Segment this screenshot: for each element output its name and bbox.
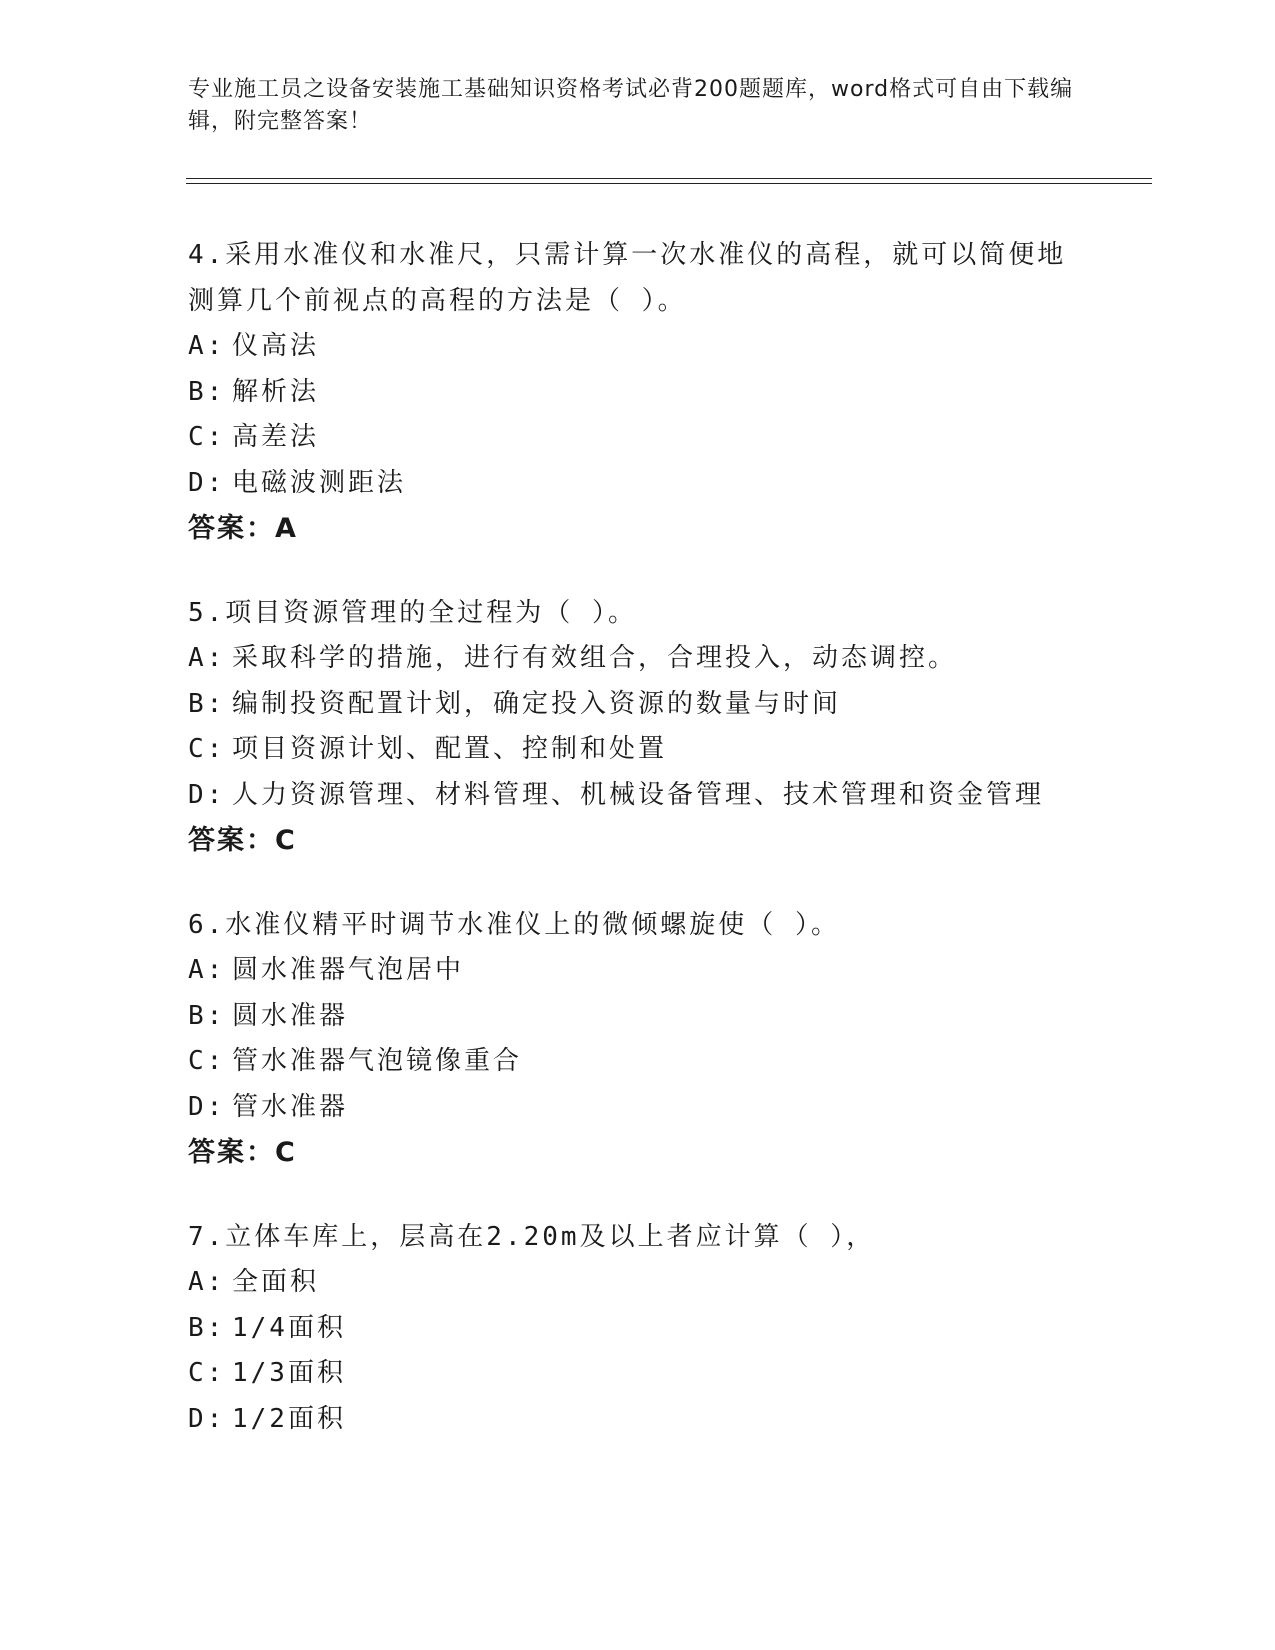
question-text: 5.项目资源管理的全过程为（ ）。 bbox=[188, 598, 637, 628]
option-key: C: bbox=[188, 422, 226, 452]
option-d bbox=[188, 1397, 1188, 1443]
option-text: 1/3面积 bbox=[232, 1358, 346, 1388]
option-key: C: bbox=[188, 734, 226, 764]
option-b bbox=[188, 682, 1188, 728]
option-text: 项目资源计划、配置、控制和处置 bbox=[232, 734, 668, 764]
option-d bbox=[188, 461, 1188, 507]
option-a bbox=[188, 1260, 1188, 1306]
option-key: B: bbox=[188, 1000, 226, 1031]
option-b bbox=[188, 370, 1188, 416]
question-7 bbox=[188, 1214, 1188, 1442]
answer-line: 答案：C bbox=[188, 825, 297, 856]
option-text: 解析法 bbox=[232, 376, 320, 407]
option-text: 仪高法 bbox=[232, 331, 320, 361]
question-4 bbox=[188, 232, 1188, 552]
option-c bbox=[188, 1351, 1188, 1397]
answer-line: 答案：A bbox=[188, 513, 298, 544]
option-b bbox=[188, 1306, 1188, 1352]
option-text: 编制投资配置计划，确定投入资源的数量与时间 bbox=[232, 688, 842, 719]
option-key: A: bbox=[188, 643, 226, 673]
option-c bbox=[188, 1039, 1188, 1085]
option-key: D: bbox=[188, 1091, 226, 1122]
question-text: 4.采用水准仪和水准尺，只需计算一次水准仪的高程，就可以简便地测算几个前视点的高程的方法是（ ）。 bbox=[188, 240, 1067, 316]
option-c bbox=[188, 415, 1188, 461]
option-text: 全面积 bbox=[232, 1267, 320, 1297]
option-key: D: bbox=[188, 467, 226, 498]
option-text: 高差法 bbox=[232, 422, 320, 452]
option-text: 电磁波测距法 bbox=[232, 467, 407, 498]
question-6 bbox=[188, 902, 1188, 1176]
option-key: A: bbox=[188, 331, 226, 361]
question-text: 6.水准仪精平时调节水准仪上的微倾螺旋使（ ）。 bbox=[188, 910, 840, 940]
document-header: 专业施工员之设备安装施工基础知识资格考试必背200题题库，word格式可自由下载编辑，附完整答案！ bbox=[188, 77, 1074, 134]
option-text: 圆水准器气泡居中 bbox=[232, 955, 465, 985]
option-key: A: bbox=[188, 1267, 226, 1297]
option-text: 1/2面积 bbox=[232, 1403, 346, 1434]
option-text: 人力资源管理、材料管理、机械设备管理、技术管理和资金管理 bbox=[232, 779, 1045, 810]
option-d bbox=[188, 1085, 1188, 1131]
option-a bbox=[188, 324, 1188, 370]
option-text: 管水准器气泡镜像重合 bbox=[232, 1046, 523, 1076]
option-key: D: bbox=[188, 779, 226, 810]
option-a bbox=[188, 948, 1188, 994]
answer-line: 答案：C bbox=[188, 1137, 297, 1168]
option-text: 管水准器 bbox=[232, 1091, 349, 1122]
option-key: D: bbox=[188, 1403, 226, 1434]
option-key: C: bbox=[188, 1046, 226, 1076]
option-key: C: bbox=[188, 1358, 226, 1388]
option-b bbox=[188, 994, 1188, 1040]
option-text: 采取科学的措施，进行有效组合，合理投入，动态调控。 bbox=[232, 643, 958, 673]
header-divider bbox=[186, 178, 1152, 184]
option-c bbox=[188, 727, 1188, 773]
option-a bbox=[188, 636, 1188, 682]
option-key: A: bbox=[188, 955, 226, 985]
option-text: 1/4面积 bbox=[232, 1312, 346, 1343]
option-key: B: bbox=[188, 1312, 226, 1343]
option-key: B: bbox=[188, 688, 226, 719]
option-key: B: bbox=[188, 376, 226, 407]
option-text: 圆水准器 bbox=[232, 1000, 349, 1031]
question-text: 7.立体车库上，层高在2.20m及以上者应计算（ ）， bbox=[188, 1222, 876, 1252]
question-list bbox=[188, 232, 1188, 1480]
option-d bbox=[188, 773, 1188, 819]
question-5 bbox=[188, 590, 1188, 864]
